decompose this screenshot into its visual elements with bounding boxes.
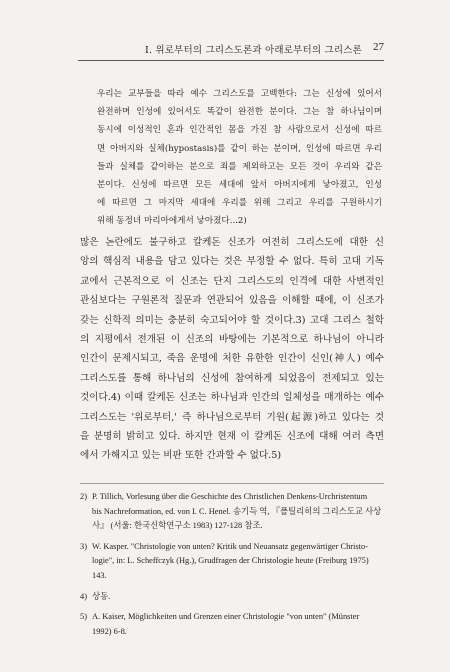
footnote [80, 490, 384, 534]
footnote-text: 사』 (서울: 한국신학연구소 1983) 127-128 참조. [92, 521, 263, 531]
footnote [80, 590, 384, 605]
quote-line: 완전하며 인성에 있어서도 똑같이 완전한 분이다. 그는 참 하나님이며 [97, 107, 382, 118]
body-line: 것이다.4) 이때 칼케돈 신조는 하나님과 인간의 일체성을 매개하는 예수 [80, 392, 384, 404]
body-line: 관심보다는 구원론적 질문과 연관되어 있음을 이해할 때에, 이 신조가 [80, 295, 384, 307]
body-line: 많은 논란에도 불구하고 칼케돈 신조가 여전히 그리스도에 대한 신 [80, 237, 384, 248]
quote-line: 분이다. 신성에 따르면 모든 세대에 앞서 아버지에게 낳아졌고, 인성 [97, 179, 382, 190]
body-paragraph [80, 233, 384, 466]
running-head [0, 42, 450, 58]
body-line: 에서 가해지고 있는 비판 또한 간과할 수 없다.5) [80, 450, 282, 462]
body-line: 의 지평에서 전개된 이 신조의 바탕에는 기본적으로 하나님이 아니라 [80, 333, 384, 345]
quote-line: 들과 실체를 같이하는 분으로 죄를 제외하고는 모든 것이 우리와 같은 [97, 161, 382, 172]
footnote-text: W. Kasper. "Christologie von unten? Kritik und Neuansatz gegenwärtiger Christo- [92, 541, 368, 551]
footnote-text: P. Tillich, Vorlesung über die Geschichte des Christlichen Denkens-Urchristentum [92, 492, 368, 501]
footnote [80, 610, 384, 639]
running-head-title: I. 위로부터의 그리스도론과 아래로부터의 그리스론 [145, 45, 362, 56]
footnote [80, 540, 384, 584]
page-number: 27 [373, 41, 384, 53]
body-line: 갖는 신학적 의미는 충분히 숙고되어야 할 것이다.3) 고대 그리스 철학 [80, 314, 384, 326]
footnote-text: 상동. [92, 591, 111, 601]
body-line: 그리스도는 '위로부터,' 즉 하나님으로부터 기원(起源)하고 있다는 것 [80, 411, 384, 423]
footnote-number: 2) [80, 492, 87, 501]
quote-line: 에 따르면 그 마지막 세대에 우리를 위해 그리고 우리를 구원하시기 [97, 198, 382, 209]
footnote-number: 5) [80, 612, 87, 622]
quote-line: 동시에 이성적인 혼과 인간적인 몸을 가진 참 사람으로서 신성에 따르 [97, 125, 382, 136]
header-rule [78, 60, 384, 61]
body-line: 앙의 핵심적 내용을 담고 있다는 것은 부정할 수 없다. 특히 고대 기독 [80, 256, 384, 268]
footnote-rule [80, 483, 384, 484]
footnote-text: logie", in: L. Scheffczyk (Hg.), Grudfragen der Christologie heute (Freiburg 1975) [92, 556, 369, 566]
body-line: 교에서 근본적으로 이 신조는 단지 그리스도의 인격에 대한 사변적인 [80, 275, 384, 287]
body-line: 그리스도를 통해 하나님의 신성에 참여하게 되었음이 전제되고 있는 [80, 372, 384, 384]
footnotes [80, 490, 384, 645]
footnote-text: 143. [92, 570, 107, 580]
quote-line: 면 아버지와 실체(hypostasis)를 같이 하는 분이며, 인성에 따르면 우리 [97, 143, 382, 154]
quote-line: 위해 동정녀 마리아에게서 낳아졌다...2) [97, 216, 247, 227]
footnote-text: 1992) 6-8. [92, 626, 127, 636]
body-line: 을 분명히 밝히고 있다. 하지만 현재 이 칼케돈 신조에 대해 여러 측면 [80, 430, 384, 442]
footnote-number: 3) [80, 541, 87, 551]
footnote-number: 4) [80, 591, 87, 601]
footnote-text: bis Nachreformation, ed. von I. C. Henel. 송기득 역, 『폴틸리히의 그리스도교 사상 [92, 506, 382, 516]
block-quote [97, 85, 382, 231]
quote-line: 우리는 교부들을 따라 예수 그리스도를 고백한다: 그는 신성에 있어서 [97, 89, 382, 99]
footnote-text: A. Kaiser, Möglichkeiten und Grenzen einer Christologie "von unten" (Münster [92, 612, 360, 622]
body-line: 인간이 문제시되고, 죽음 운명에 처한 유한한 인간이 신인(神人) 예수 [80, 353, 384, 365]
